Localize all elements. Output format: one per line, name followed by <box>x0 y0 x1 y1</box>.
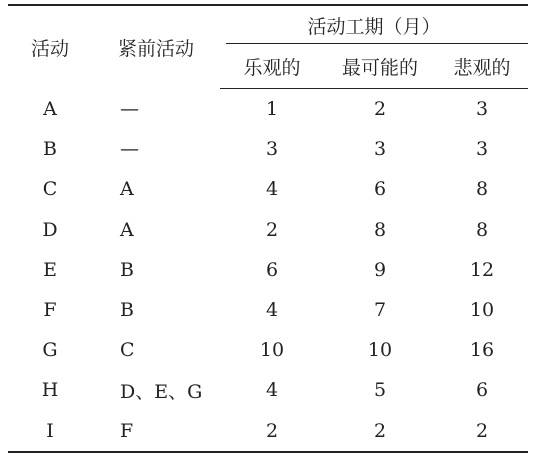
cell-pessimistic: 10 <box>469 299 495 322</box>
cell-activity: C <box>42 178 58 201</box>
cell-activity: I <box>8 411 92 452</box>
cell-optimistic: 10 <box>259 339 285 362</box>
cell-pessimistic: 16 <box>469 339 495 362</box>
cell-activity: D <box>42 218 58 241</box>
cell-most-likely: 3 <box>373 138 387 161</box>
cell-pessimistic: 3 <box>475 98 489 121</box>
cell-activity: A <box>43 97 57 120</box>
cell-optimistic: 2 <box>220 411 324 452</box>
cell-predecessor: B <box>120 258 134 281</box>
cell-most-likely: 8 <box>373 218 387 241</box>
table-row <box>8 411 528 452</box>
cell-activity: B <box>43 138 57 161</box>
cell-optimistic: 6 <box>265 258 279 281</box>
table-row <box>8 330 528 370</box>
cell-activity: H <box>41 379 59 402</box>
cell-most-likely: 9 <box>373 258 387 281</box>
cell-activity: G <box>42 339 58 362</box>
header-duration-group-label: 活动工期（月） <box>307 15 441 38</box>
table-row <box>8 129 528 169</box>
cell-pessimistic: 12 <box>469 258 495 281</box>
cell-predecessor: C <box>120 339 135 362</box>
cell-pessimistic: 6 <box>475 379 489 402</box>
cell-optimistic: 1 <box>265 98 279 121</box>
table-row <box>8 290 528 330</box>
cell-activity: E <box>43 258 57 281</box>
header-optimistic: 乐观的 <box>220 44 324 89</box>
cell-most-likely: 10 <box>367 339 393 362</box>
header-pessimistic: 悲观的 <box>436 44 528 89</box>
cell-pessimistic: 8 <box>475 178 489 201</box>
header-activity: 活动 <box>8 5 92 89</box>
header-most-likely: 最可能的 <box>324 44 436 89</box>
cell-predecessor: F <box>92 411 220 452</box>
cell-pessimistic: 3 <box>475 138 489 161</box>
cell-activity: F <box>43 299 57 322</box>
cell-most-likely: 5 <box>373 379 387 402</box>
header-predecessor: 紧前活动 <box>92 5 220 89</box>
table-row <box>8 169 528 209</box>
cell-most-likely: 2 <box>324 411 436 452</box>
activity-duration-table <box>8 4 528 453</box>
table-header <box>8 5 528 89</box>
table-body <box>8 89 528 452</box>
cell-predecessor: — <box>120 138 139 161</box>
cell-predecessor: D、E、G <box>120 380 203 403</box>
table-row <box>8 210 528 250</box>
header-duration-group <box>220 5 528 44</box>
cell-predecessor: A <box>120 178 134 201</box>
cell-optimistic: 4 <box>265 178 279 201</box>
cell-predecessor: — <box>120 97 139 120</box>
table-row <box>8 250 528 290</box>
activity-duration-table-wrapper <box>8 4 528 450</box>
header-group-divider <box>226 43 528 44</box>
cell-pessimistic: 8 <box>475 218 489 241</box>
cell-optimistic: 4 <box>265 379 279 402</box>
cell-most-likely: 7 <box>373 299 387 322</box>
cell-optimistic: 3 <box>265 138 279 161</box>
table-row <box>8 370 528 410</box>
cell-pessimistic: 2 <box>436 411 528 452</box>
cell-predecessor: A <box>120 218 134 241</box>
table-row <box>8 89 528 130</box>
cell-predecessor: B <box>120 299 134 322</box>
cell-optimistic: 2 <box>265 218 279 241</box>
cell-most-likely: 2 <box>373 98 387 121</box>
cell-optimistic: 4 <box>265 299 279 322</box>
cell-most-likely: 6 <box>373 178 387 201</box>
